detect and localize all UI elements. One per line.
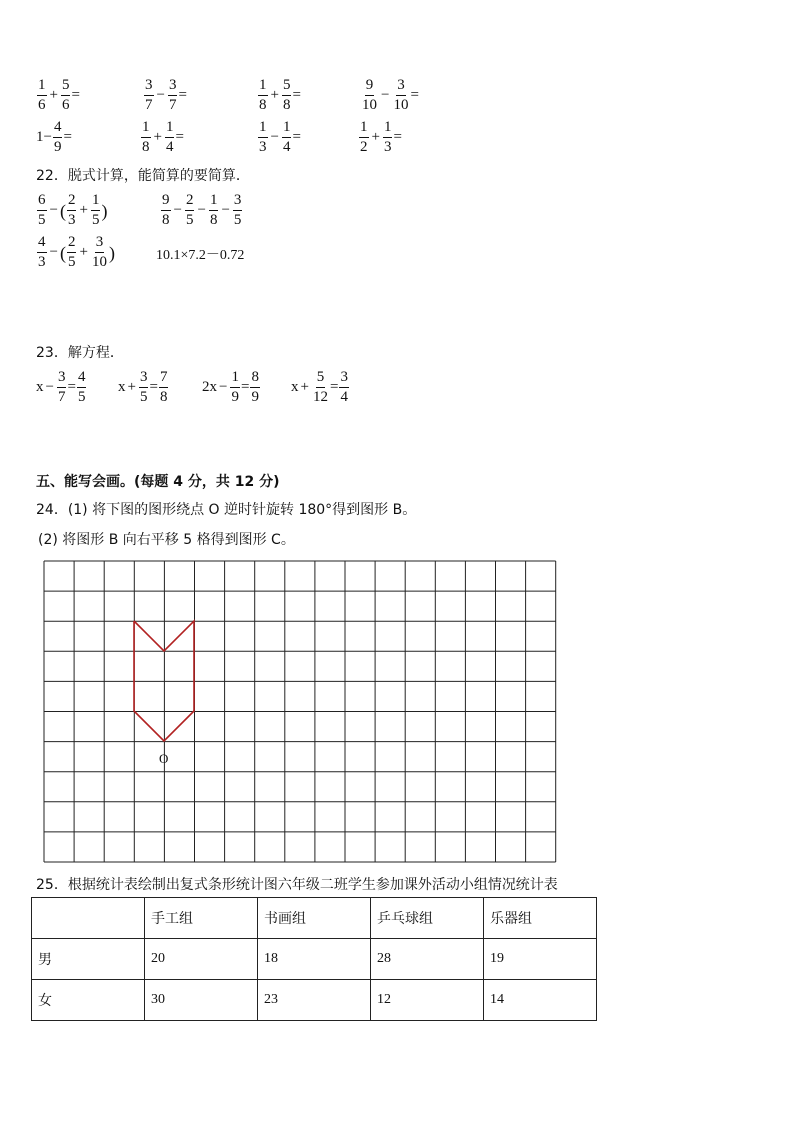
q22-title: 22．脱式计算，能简算的要简算． <box>36 168 250 184</box>
q22-expr-2: $\frac{9}{8}$ − $\frac{2}{5}$ − $\frac{1}{8}$ − $\frac{3}{5}$ <box>162 192 242 228</box>
q24-line-2: (2) 将图形 B 向右平移 5 格得到图形 C。 <box>38 532 295 548</box>
table-cell: 30 <box>145 980 258 1021</box>
table-header-cell: 乐器组 <box>484 898 597 939</box>
q25-title: 25．根据统计表绘制出复式条形统计图六年级二班学生参加课外活动小组情况统计表 <box>36 877 558 893</box>
expr-1-1: $\frac{1}{6}$ + $\frac{5}{6}$ = <box>38 77 80 113</box>
table-row <box>32 980 597 1021</box>
stats-table <box>31 897 597 1021</box>
expr-2-1: 1− $\frac{4}{9}$ = <box>36 119 72 155</box>
expr-1-4: $\frac{9}{10}$ − $\frac{3}{10}$ = <box>362 77 419 113</box>
expr-1-2: $\frac{3}{7}$ − $\frac{3}{7}$ = <box>145 77 187 113</box>
section-5-heading: 五、能写会画。(每题 4 分，共 12 分) <box>36 474 280 490</box>
expr-1-3: $\frac{1}{8}$ + $\frac{5}{8}$ = <box>259 77 301 113</box>
q23-eq-4: x + $\frac{5}{12}$ = $\frac{3}{4}$ <box>291 369 348 405</box>
expr-2-2: $\frac{1}{8}$ + $\frac{1}{4}$ = <box>142 119 184 155</box>
table-row-label: 男 <box>32 939 145 980</box>
table-cell: 19 <box>484 939 597 980</box>
q22-expr-4: 10.1×7.2－0.72 <box>156 248 245 263</box>
table-header-cell <box>32 898 145 939</box>
q23-eq-3: 2x − $\frac{1}{9}$ = $\frac{8}{9}$ <box>202 369 259 405</box>
q22-expr-1: $\frac{6}{5}$ − ( $\frac{2}{3}$ + $\frac{1}{5}$ ) <box>38 192 108 228</box>
table-cell: 20 <box>145 939 258 980</box>
table-cell: 18 <box>258 939 371 980</box>
table-row <box>32 939 597 980</box>
q22-expr-3: $\frac{4}{3}$ − ( $\frac{2}{5}$ + $\frac{3}{10}$ ) <box>38 234 115 270</box>
grid-lines <box>44 561 556 862</box>
table-header-cell: 乒乓球组 <box>371 898 484 939</box>
table-header-cell: 书画组 <box>258 898 371 939</box>
q23-title: 23．解方程． <box>36 345 124 361</box>
table-cell: 23 <box>258 980 371 1021</box>
table-cell: 28 <box>371 939 484 980</box>
table-cell: 12 <box>371 980 484 1021</box>
q24-line-1: 24．(1) 将下图的图形绕点 O 逆时针旋转 180°得到图形 B。 <box>36 502 417 518</box>
expr-2-4: $\frac{1}{2}$ + $\frac{1}{3}$ = <box>360 119 402 155</box>
q23-eq-1: x − $\frac{3}{7}$ = $\frac{4}{5}$ <box>36 369 86 405</box>
point-o-label: O <box>159 751 169 766</box>
table-row-label: 女 <box>32 980 145 1021</box>
table-header-row <box>32 898 597 939</box>
q23-eq-2: x + $\frac{3}{5}$ = $\frac{7}{8}$ <box>118 369 168 405</box>
table-header-cell: 手工组 <box>145 898 258 939</box>
expr-2-3: $\frac{1}{3}$ − $\frac{1}{4}$ = <box>259 119 301 155</box>
table-cell: 14 <box>484 980 597 1021</box>
